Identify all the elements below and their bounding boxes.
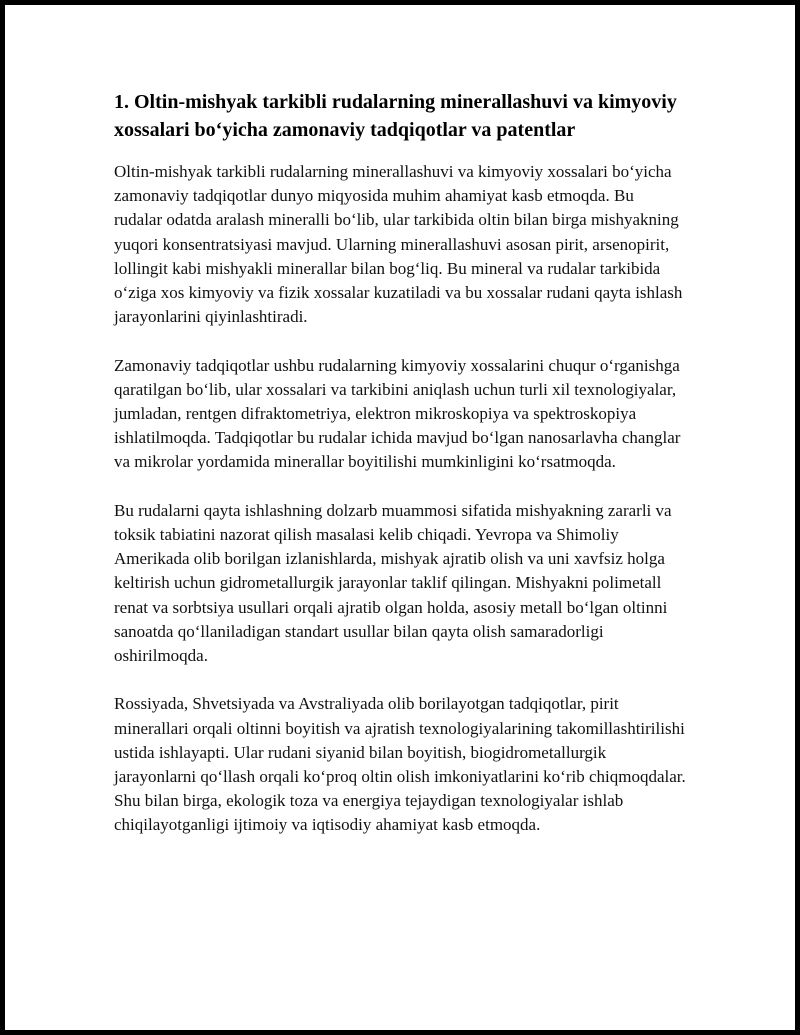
- paragraph: Zamonaviy tadqiqotlar ushbu rudalarning kimyoviy xossalarini chuqur o‘rganishga qaratilgan bo‘lib, ular xossalari va tarkibini aniqlash uchun turli xil texnologiyalar, jumladan, rentgen difraktometriya, elektron mikroskopiya va spektroskopiya ishlatilmoqda. Tadqiqotlar bu rudalar ichida mavjud bo‘lgan nanosarlavha changlar va mikrolar yordamida minerallar boyitilishi mumkinligini ko‘rsatmoqda.: [114, 355, 681, 472]
- paragraph: Bu rudalarni qayta ishlashning dolzarb muammosi sifatida mishyakning zararli va toksik tabiatini nazorat qilish masalasi kelib chiqadi. Yevropa va Shimoliy Amerikada olib borilgan izlanishlarda, mishyak ajratib olish va uni xavfsiz holga keltirish uchun gidrometallurgik jarayonlar taklif qilingan. Mishyakni polimetall renat va sorbtsiya usullari orqali ajratib olgan holda, asosiy metall bo‘lgan oltinni sanoatda qo‘llaniladigan standart usullar bilan qayta olish samaradorligi oshirilmoqda.: [114, 500, 672, 666]
- paragraph: Rossiyada, Shvetsiyada va Avstraliyada olib borilayotgan tadqiqotlar, pirit minerallari orqali oltinni boyitish va ajratish texnologiyalarining takomillashtirilishi ustida ishlayapti. Ular rudani siyanid bilan boyitish, biogidrometallurgik jarayonlarni qo‘llash orqali ko‘proq oltin olish imkoniyatlarini ko‘rib chiqmoqdalar. Shu bilan birga, ekologik toza va energiya tejaydigan texnologiyalar ishlab chiqilayotganligi ijtimoiy va iqtisodiy ahamiyat kasb etmoqda.: [114, 694, 686, 835]
- document-title: 1. Oltin-mishyak tarkibli rudalarning minerallashuvi va kimyoviy xossalari bo‘yicha zamonaviy tadqiqotlar va patentlar: [114, 91, 677, 141]
- document-body: [114, 88, 686, 862]
- paragraph: Oltin-mishyak tarkibli rudalarning minerallashuvi va kimyoviy xossalari bo‘yicha zamonaviy tadqiqotlar dunyo miqyosida muhim ahamiyat kasb etmoqda. Bu rudalar odatda aralash mineralli bo‘lib, ular tarkibida oltin bilan birga mishyakning yuqori konsentratsiyasi mavjud. Ularning minerallashuvi asosan pirit, arsenopirit, lollingit kabi mishyakli minerallar bilan bog‘liq. Bu mineral va rudalar tarkibida o‘ziga xos kimyoviy va fizik xossalar kuzatiladi va bu xossalar rudani qayta ishlash jarayonlarini qiyinlashtiradi.: [114, 162, 683, 327]
